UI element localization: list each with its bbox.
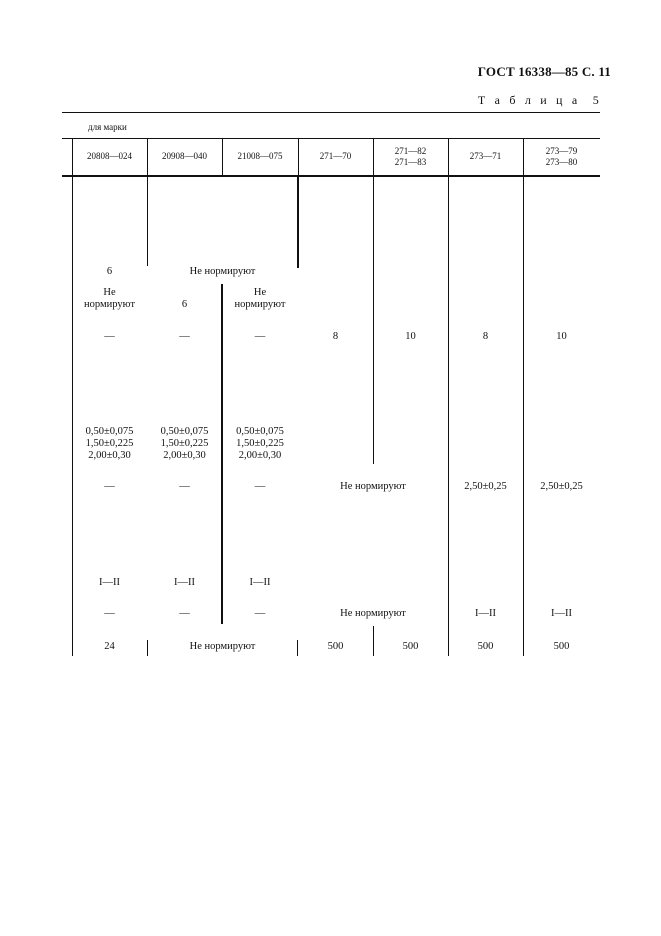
column-header-5: 271—82 271—83 <box>394 146 427 167</box>
r3-c1: — <box>104 331 115 342</box>
r8-c6: 500 <box>477 641 494 652</box>
r6-c1: I—II <box>99 577 120 588</box>
r8-c7: 500 <box>553 641 570 652</box>
r3-c3: — <box>254 331 266 342</box>
r7-c1: — <box>104 608 115 619</box>
table-caption: для марки <box>88 122 127 132</box>
r7-c4-c5: Не нормируют <box>340 608 406 619</box>
r6-c3: I—II <box>249 577 271 588</box>
r3-c7: 10 <box>556 331 567 342</box>
r3-c4: 8 <box>332 331 339 342</box>
body-divider-1 <box>147 176 148 266</box>
body-divider-6 <box>523 176 524 656</box>
table-label: Т а б л и ц а 5 <box>477 93 602 107</box>
r4-c3: 0,50±0,075 1,50±0,225 2,00±0,30 <box>236 426 284 461</box>
r2-c2: 6 <box>181 299 188 310</box>
body-divider-5 <box>448 176 449 656</box>
column-header-3: 21008—075 <box>237 151 283 161</box>
r5-c7: 2,50±0,25 <box>540 481 583 492</box>
r5-c1: — <box>104 481 115 492</box>
r2-c1: Не нормируют <box>84 287 135 310</box>
r5-c2: — <box>179 481 190 492</box>
r8-c4: 500 <box>327 641 344 652</box>
r7-c6: I—II <box>475 608 496 619</box>
r6-c2: I—II <box>174 577 195 588</box>
column-header-6: 273—71 <box>469 151 502 161</box>
r8-c5: 500 <box>402 641 419 652</box>
r4-c2: 0,50±0,075 1,50±0,225 2,00±0,30 <box>160 426 209 461</box>
r3-c2: — <box>179 331 190 342</box>
column-header-7: 273—79 273—80 <box>545 146 578 167</box>
r8-c1: 24 <box>104 641 115 652</box>
r7-c7: I—II <box>551 608 572 619</box>
r3-c6: 8 <box>482 331 489 342</box>
column-header-1: 20808—024 <box>87 151 132 161</box>
r4-c1: 0,50±0,075 1,50±0,225 2,00±0,30 <box>85 426 134 461</box>
column-header-2: 20908—040 <box>162 151 207 161</box>
r1-c1: 6 <box>106 266 113 277</box>
r8-c2-c3: Не нормируют <box>189 641 256 652</box>
r1-c2-c3: Не нормируют <box>189 266 256 277</box>
r2-c3: Не нормируют <box>234 287 286 310</box>
r7-c3: — <box>254 608 266 619</box>
r3-c5: 10 <box>405 331 416 342</box>
table-top-rule <box>62 112 600 113</box>
r5-c3: — <box>254 481 266 492</box>
r7-c2: — <box>179 608 190 619</box>
r5-c4-c5: Не нормируют <box>340 481 406 492</box>
body-divider-4 <box>373 176 374 464</box>
header-rule-bottom <box>62 175 600 177</box>
body-divider-3 <box>297 176 299 268</box>
r5-c6: 2,50±0,25 <box>464 481 507 492</box>
header-rule-top <box>62 138 600 139</box>
page-reference: ГОСТ 16338—85 С. 11 <box>477 64 611 79</box>
column-header-4: 271—70 <box>319 151 352 161</box>
